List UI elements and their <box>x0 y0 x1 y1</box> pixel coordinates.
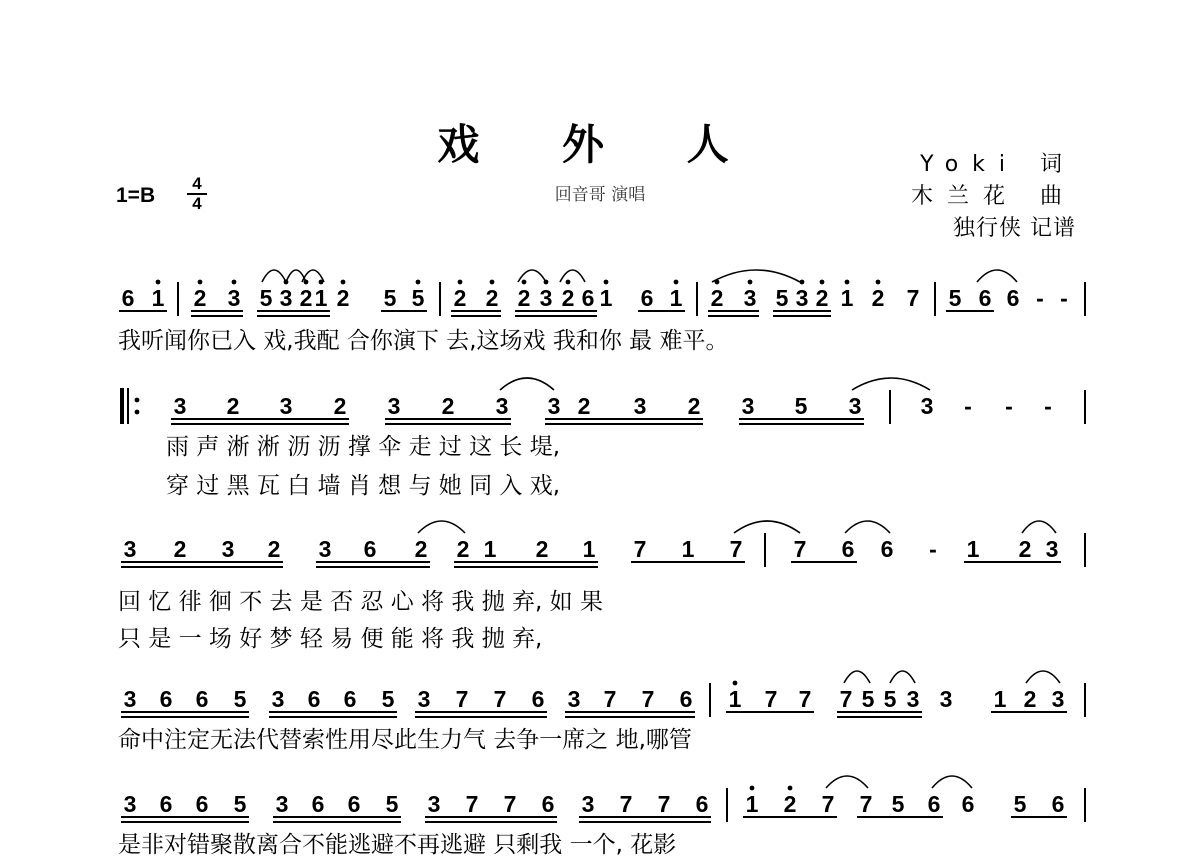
note: 5 <box>775 285 789 311</box>
note: 1 <box>314 285 328 311</box>
slur <box>262 270 286 282</box>
slur <box>845 521 890 533</box>
note: 7 <box>657 791 671 817</box>
note: 7 <box>798 686 812 712</box>
note: 1 <box>840 285 854 311</box>
note: 7 <box>859 791 873 817</box>
note: 5 <box>883 686 897 712</box>
note: 3 <box>1045 536 1059 562</box>
song-title: 戏 外 人 <box>437 120 763 169</box>
slur <box>852 378 930 390</box>
note: 6 <box>311 791 325 817</box>
note: 3 <box>743 285 757 311</box>
note: 3 <box>417 686 431 712</box>
slur <box>518 270 546 282</box>
note: 2 <box>815 285 829 311</box>
octave-dot <box>490 280 495 285</box>
note: 5 <box>861 686 875 712</box>
note: 1 <box>728 686 742 712</box>
note: 2 <box>783 791 797 817</box>
note: 2 <box>173 536 187 562</box>
note: 2 <box>710 285 724 311</box>
note: 2 <box>517 285 531 311</box>
note: 6 <box>581 285 595 311</box>
note: 2 <box>1018 536 1032 562</box>
note: 3 <box>495 393 509 419</box>
lyric-line: 只 是 一 场 好 梦 轻 易 便 能 将 我 抛 弃, <box>118 626 543 652</box>
note: 6 <box>121 285 135 311</box>
note: 7 <box>906 285 920 311</box>
slur <box>844 671 870 683</box>
note: 1 <box>599 285 613 311</box>
note: 3 <box>173 393 187 419</box>
note: 6 <box>159 791 173 817</box>
note: 1 <box>669 285 683 311</box>
time-signature-top: 4 <box>192 174 202 193</box>
slur <box>826 776 868 788</box>
note: 5 <box>411 285 425 311</box>
note: - <box>1060 285 1068 311</box>
note: 7 <box>641 686 655 712</box>
note: 1 <box>483 536 497 562</box>
note: 7 <box>619 791 633 817</box>
slur <box>500 378 554 390</box>
note: - <box>1036 285 1044 311</box>
note: 2 <box>336 285 350 311</box>
note: 5 <box>948 285 962 311</box>
lyricist-credit: Yoki 词 <box>920 152 1076 177</box>
note: 5 <box>1013 791 1027 817</box>
note: 6 <box>961 791 975 817</box>
note: 2 <box>299 285 313 311</box>
note: 1 <box>151 285 165 311</box>
slur <box>977 270 1017 282</box>
note: 2 <box>871 285 885 311</box>
note: 6 <box>978 285 992 311</box>
note: 6 <box>195 791 209 817</box>
note: 7 <box>503 791 517 817</box>
octave-dot <box>156 280 161 285</box>
note: 3 <box>221 536 235 562</box>
note: 3 <box>123 791 137 817</box>
note: 3 <box>318 536 332 562</box>
note: 1 <box>582 536 596 562</box>
note: 3 <box>741 393 755 419</box>
note: 5 <box>891 791 905 817</box>
time-signature-bottom: 4 <box>187 193 207 213</box>
note: 3 <box>427 791 441 817</box>
note: 2 <box>485 285 499 311</box>
octave-dot <box>135 398 140 403</box>
note: 2 <box>441 393 455 419</box>
note: 7 <box>729 536 743 562</box>
note: 7 <box>465 791 479 817</box>
note: 3 <box>387 393 401 419</box>
note: 7 <box>793 536 807 562</box>
note: 2 <box>535 536 549 562</box>
singer-credit: 回音哥 演唱 <box>554 185 646 205</box>
lyric-line: 命中注定无法代替索性用尽此生力气 去争一席之 地,哪管 <box>118 727 692 753</box>
note: 5 <box>794 393 808 419</box>
slur <box>1022 521 1056 533</box>
slur <box>418 521 465 533</box>
note: 3 <box>567 686 581 712</box>
octave-dot <box>788 786 793 791</box>
note: 3 <box>275 791 289 817</box>
note: 2 <box>456 536 470 562</box>
note: 6 <box>927 791 941 817</box>
note: 6 <box>307 686 321 712</box>
octave-dot <box>820 280 825 285</box>
octave-dot <box>845 280 850 285</box>
note: 6 <box>695 791 709 817</box>
lyric-line: 穿 过 黑 瓦 白 墙 肖 想 与 她 同 入 戏, <box>166 473 561 499</box>
octave-dot <box>232 280 237 285</box>
note: 6 <box>195 686 209 712</box>
note: 5 <box>259 285 273 311</box>
note: 2 <box>577 393 591 419</box>
note: 7 <box>455 686 469 712</box>
octave-dot <box>522 280 527 285</box>
note: - <box>1005 393 1013 419</box>
note: 3 <box>581 791 595 817</box>
note: 5 <box>233 686 247 712</box>
note: 5 <box>385 791 399 817</box>
note: 2 <box>267 536 281 562</box>
note: 6 <box>640 285 654 311</box>
note: 5 <box>383 285 397 311</box>
note: 2 <box>453 285 467 311</box>
note: 3 <box>123 536 137 562</box>
composer-credit: 木兰花 曲 <box>911 184 1076 209</box>
repeat-bar-thick <box>120 388 124 424</box>
note: 2 <box>561 285 575 311</box>
note: 7 <box>839 686 853 712</box>
octave-dot <box>733 681 738 686</box>
octave-dot <box>800 280 805 285</box>
note: 6 <box>363 536 377 562</box>
note: 1 <box>993 686 1007 712</box>
note: 3 <box>939 686 953 712</box>
note: 2 <box>226 393 240 419</box>
octave-dot <box>604 280 609 285</box>
octave-dot <box>341 280 346 285</box>
note: 7 <box>633 536 647 562</box>
slur <box>932 776 972 788</box>
slur <box>1026 671 1060 683</box>
note: 6 <box>880 536 894 562</box>
note: 5 <box>381 686 395 712</box>
note: 5 <box>233 791 247 817</box>
note: 3 <box>227 285 241 311</box>
note: 6 <box>347 791 361 817</box>
note: 3 <box>920 393 934 419</box>
slur <box>560 270 585 282</box>
note: 2 <box>333 393 347 419</box>
note: 6 <box>1051 791 1065 817</box>
octave-dot <box>674 280 679 285</box>
slur <box>734 521 800 533</box>
lyric-line: 是非对错聚散离合不能逃避不再逃避 只剩我 一个, 花影 <box>118 832 677 858</box>
octave-dot <box>876 280 881 285</box>
lyric-line: 我听闻你已入 戏,我配 合你演下 去,这场戏 我和你 最 难平。 <box>118 328 729 354</box>
note: 3 <box>848 393 862 419</box>
note: 2 <box>1023 686 1037 712</box>
note: 6 <box>541 791 555 817</box>
note: 3 <box>271 686 285 712</box>
slur <box>890 671 915 683</box>
slur <box>712 270 800 282</box>
note: 3 <box>279 285 293 311</box>
key-signature: 1=B <box>116 184 156 207</box>
octave-dot <box>566 280 571 285</box>
note: 3 <box>547 393 561 419</box>
note: 1 <box>681 536 695 562</box>
note: 6 <box>159 686 173 712</box>
note: 7 <box>603 686 617 712</box>
note: 3 <box>906 686 920 712</box>
lyric-line: 回 忆 徘 徊 不 去 是 否 忍 心 将 我 抛 弃, 如 果 <box>118 589 603 615</box>
octave-dot <box>416 280 421 285</box>
transcriber-credit: 独行侠 记谱 <box>953 216 1076 241</box>
note: 3 <box>795 285 809 311</box>
octave-dot <box>748 280 753 285</box>
note: 3 <box>279 393 293 419</box>
octave-dot <box>198 280 203 285</box>
note: - <box>929 536 937 562</box>
note: 2 <box>193 285 207 311</box>
note: 7 <box>764 686 778 712</box>
note: 2 <box>687 393 701 419</box>
note: 3 <box>123 686 137 712</box>
note: 1 <box>966 536 980 562</box>
note: 3 <box>539 285 553 311</box>
note: 3 <box>1051 686 1065 712</box>
note: 6 <box>841 536 855 562</box>
note: 7 <box>821 791 835 817</box>
octave-dot <box>135 410 140 415</box>
note: - <box>1044 393 1052 419</box>
note: 6 <box>679 686 693 712</box>
note: 3 <box>633 393 647 419</box>
octave-dot <box>750 786 755 791</box>
lyric-line: 雨 声 淅 淅 沥 沥 撑 伞 走 过 这 长 堤, <box>166 434 561 460</box>
note: 1 <box>745 791 759 817</box>
note: 6 <box>343 686 357 712</box>
note: - <box>964 393 972 419</box>
note: 6 <box>531 686 545 712</box>
note: 2 <box>414 536 428 562</box>
octave-dot <box>458 280 463 285</box>
note: 7 <box>493 686 507 712</box>
note: 6 <box>1006 285 1020 311</box>
